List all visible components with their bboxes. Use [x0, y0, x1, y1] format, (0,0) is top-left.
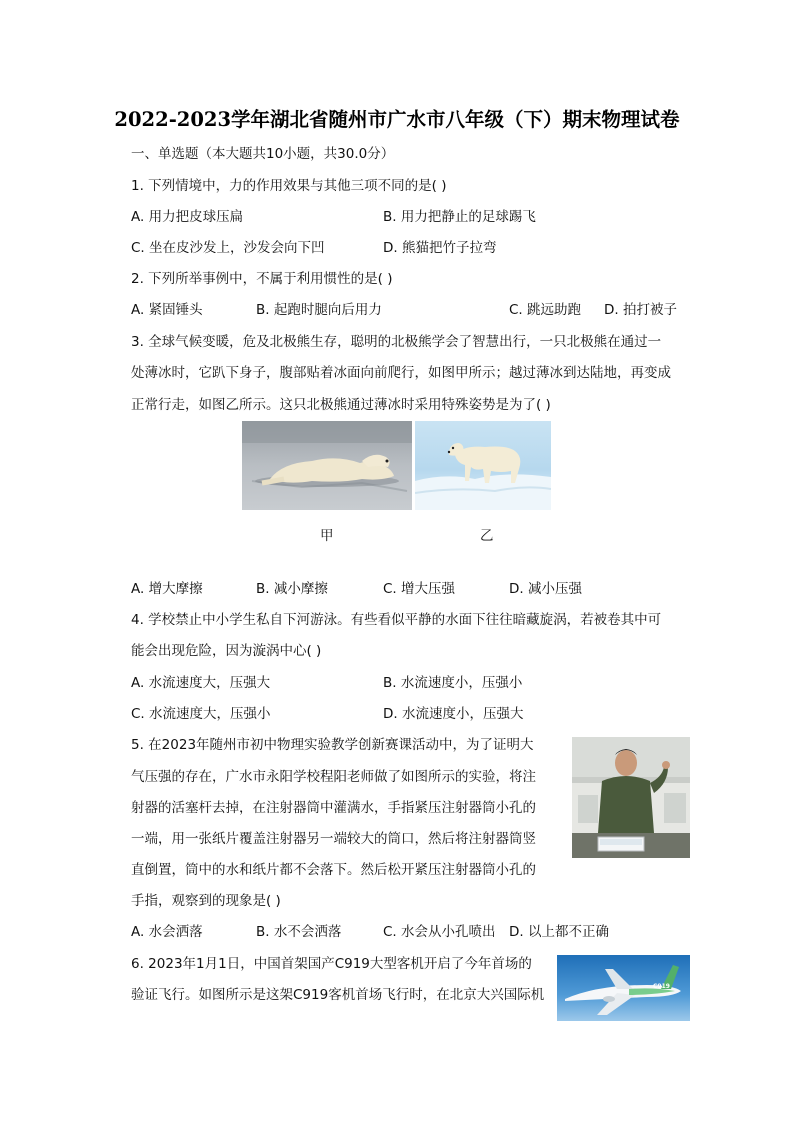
q3-line-1: 3. 全球气候变暖，危及北极熊生存，聪明的北极熊学会了智慧出行，一只北极熊在通过一 — [131, 334, 662, 350]
q2-option-d: D. 拍打被子 — [604, 302, 677, 318]
polar-bear-crawling-image — [242, 421, 412, 510]
q5-line-5: 直倒置，筒中的水和纸片都不会落下。然后松开紧压注射器筒小孔的 — [131, 862, 536, 878]
c919-airplane-image — [557, 955, 690, 1021]
plane-tail-text: C919 — [653, 983, 670, 990]
q3-option-c: C. 增大压强 — [383, 581, 456, 597]
q1-option-a: A. 用力把皮球压扁 — [131, 209, 244, 225]
q1-option-b: B. 用力把静止的足球踢飞 — [383, 209, 536, 225]
q5-option-b: B. 水不会洒落 — [256, 924, 342, 940]
q2-stem: 2. 下列所举事例中，不属于利用惯性的是( ) — [131, 271, 393, 287]
figure-caption-yi: 乙 — [480, 528, 494, 544]
section-heading: 一、单选题（本大题共10小题，共30.0分） — [131, 146, 395, 162]
q2-option-a: A. 紧固锤头 — [131, 302, 203, 318]
polar-bear-walking-image — [415, 421, 551, 510]
q1-option-c: C. 坐在皮沙发上，沙发会向下凹 — [131, 240, 325, 256]
q1-option-d: D. 熊猫把竹子拉弯 — [383, 240, 497, 256]
q4-line-1: 4. 学校禁止中小学生私自下河游泳。有些看似平静的水面下往往暗藏旋涡，若被卷其中可 — [131, 612, 662, 628]
q5-line-1: 5. 在2023年随州市初中物理实验教学创新赛课活动中，为了证明大 — [131, 737, 534, 753]
q3-option-a: A. 增大摩擦 — [131, 581, 203, 597]
q1-stem: 1. 下列情境中，力的作用效果与其他三项不同的是( ) — [131, 178, 447, 194]
q2-option-c: C. 跳远助跑 — [509, 302, 582, 318]
q3-line-2: 处薄冰时，它趴下身子，腹部贴着冰面向前爬行，如图甲所示；越过薄冰到达陆地，再变成 — [131, 365, 671, 381]
q6-line-2: 验证飞行。如图所示是这架C919客机首场飞行时，在北京大兴国际机 — [131, 987, 545, 1003]
q3-option-b: B. 减小摩擦 — [256, 581, 328, 597]
q4-option-a: A. 水流速度大，压强大 — [131, 675, 271, 691]
q3-line-3: 正常行走，如图乙所示。这只北极熊通过薄冰时采用特殊姿势是为了( ) — [131, 397, 551, 413]
q6-line-1: 6. 2023年1月1日，中国首架国产C919大型客机开启了今年首场的 — [131, 956, 532, 972]
q5-line-3: 射器的活塞杆去掉，在注射器筒中灌满水，手指紧压注射器筒小孔的 — [131, 800, 536, 816]
exam-title: 2022-2023学年湖北省随州市广水市八年级（下）期末物理试卷 — [114, 108, 680, 131]
q2-option-b: B. 起跑时腿向后用力 — [256, 302, 382, 318]
q4-option-b: B. 水流速度小，压强小 — [383, 675, 523, 691]
q3-option-d: D. 减小压强 — [509, 581, 582, 597]
q4-line-2: 能会出现危险，因为漩涡中心( ) — [131, 643, 322, 659]
q5-option-a: A. 水会洒落 — [131, 924, 203, 940]
figure-caption-jia: 甲 — [320, 528, 334, 544]
q5-option-d: D. 以上都不正确 — [509, 924, 609, 940]
q5-option-c: C. 水会从小孔喷出 — [383, 924, 496, 940]
q4-option-c: C. 水流速度大，压强小 — [131, 706, 271, 722]
teacher-experiment-image — [572, 737, 690, 858]
q5-line-2: 气压强的存在，广水市永阳学校程阳老师做了如图所示的实验，将注 — [131, 769, 536, 785]
q4-option-d: D. 水流速度小，压强大 — [383, 706, 524, 722]
q5-line-6: 手指，观察到的现象是( ) — [131, 893, 281, 909]
q5-line-4: 一端，用一张纸片覆盖注射器另一端较大的筒口，然后将注射器筒竖 — [131, 831, 536, 847]
